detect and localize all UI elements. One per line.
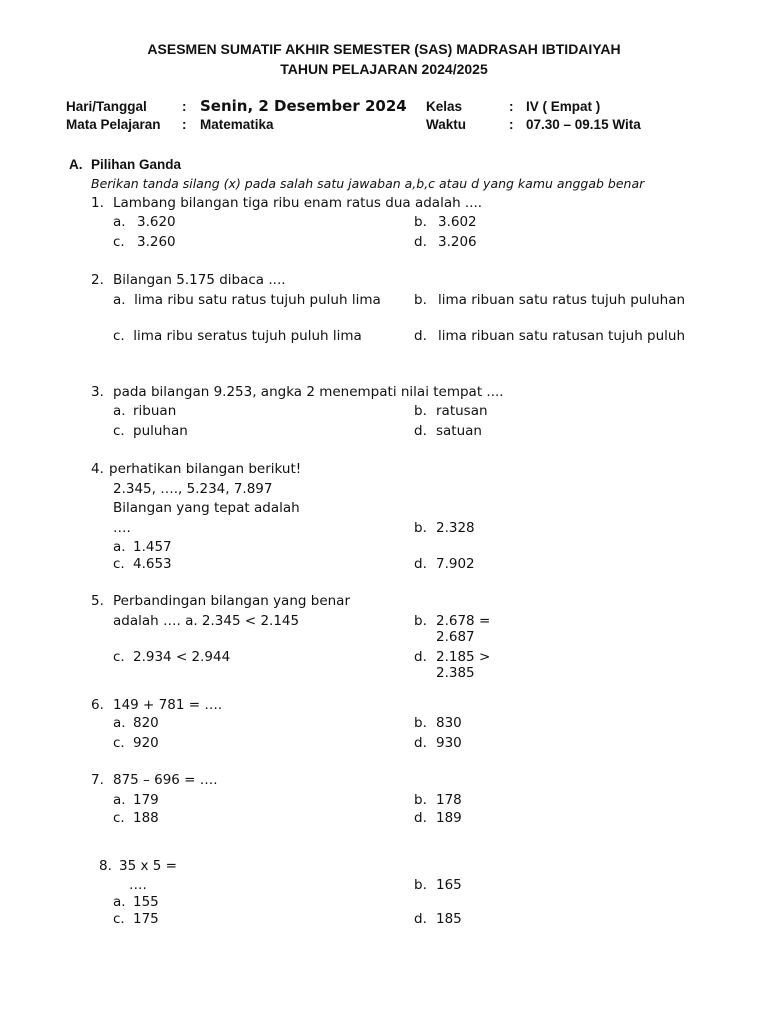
option-c-letter: c.: [113, 735, 125, 751]
question-number: 2.: [91, 272, 104, 288]
option-c-letter: c.: [113, 423, 125, 439]
option-a[interactable]: ribuan: [133, 403, 177, 419]
question-text: perhatikan bilangan berikut!: [109, 461, 302, 477]
option-d[interactable]: 189: [436, 810, 462, 826]
question-ellipsis: ….: [129, 877, 147, 893]
option-c[interactable]: puluhan: [133, 423, 188, 439]
option-b[interactable]: 2.328: [436, 520, 475, 536]
subject-label: Mata Pelajaran: [66, 117, 161, 132]
option-d[interactable]: 2.185 > 2.385: [436, 649, 491, 681]
option-d[interactable]: lima ribuan satu ratusan tujuh puluh: [438, 328, 686, 344]
option-c[interactable]: 4.653: [133, 556, 172, 572]
time-value: 07.30 – 09.15 Wita: [526, 117, 641, 132]
question-sequence: 2.345, …., 5.234, 7.897: [113, 481, 273, 497]
option-d-letter: d.: [414, 810, 427, 826]
option-c[interactable]: 188: [133, 810, 159, 826]
option-c[interactable]: c. lima ribu seratus tujuh puluh lima: [113, 328, 362, 344]
option-a-letter: a.: [113, 539, 126, 555]
option-b-letter: b.: [414, 613, 427, 629]
option-c[interactable]: 2.934 < 2.944: [133, 649, 231, 665]
option-c[interactable]: 175: [133, 911, 159, 927]
option-a-letter: a.: [113, 403, 126, 419]
option-a-letter: a.: [113, 792, 126, 808]
question-number: 5.: [91, 593, 104, 609]
question-number: 3.: [91, 384, 104, 400]
option-a-text: lima ribu satu ratus tujuh puluh lima: [134, 292, 381, 308]
question-text: pada bilangan 9.253, angka 2 menempati nilai tempat ....: [113, 384, 504, 400]
option-c-letter: c.: [113, 810, 125, 826]
option-b[interactable]: 830: [436, 715, 462, 731]
class-label: Kelas: [426, 99, 463, 114]
option-d-letter: d.: [414, 649, 427, 665]
option-b-letter: b.: [414, 792, 427, 808]
option-b[interactable]: lima ribuan satu ratus tujuh puluhan: [438, 292, 686, 308]
option-d-letter: d.: [414, 911, 427, 927]
class-colon: :: [509, 99, 514, 114]
option-c-letter: c.: [113, 649, 125, 665]
day-colon: :: [182, 99, 187, 114]
subject-colon: :: [182, 117, 187, 132]
option-d-letter: d.: [414, 735, 427, 751]
option-a[interactable]: 155: [133, 894, 159, 910]
option-b-letter: b.: [414, 877, 427, 893]
option-d[interactable]: satuan: [436, 423, 482, 439]
option-a[interactable]: 179: [133, 792, 159, 808]
option-c-text: lima ribu seratus tujuh puluh lima: [133, 328, 362, 344]
option-b-letter: b.: [414, 403, 427, 419]
option-b[interactable]: 2.678 = 2.687: [436, 613, 491, 645]
option-b-letter: b.: [414, 292, 427, 308]
option-a-letter: a.: [113, 715, 126, 731]
option-a[interactable]: 3.620: [137, 214, 176, 230]
question-text: Bilangan 5.175 dibaca ....: [113, 272, 286, 288]
subject-value: Matematika: [200, 117, 274, 132]
option-a[interactable]: 1.457: [133, 539, 172, 555]
option-a[interactable]: a. lima ribu satu ratus tujuh puluh lima: [113, 292, 381, 308]
option-d-letter: d.: [414, 556, 427, 572]
question-number: 6.: [91, 697, 104, 713]
question-text: 35 x 5 =: [119, 858, 177, 874]
question-text: 149 + 781 = ….: [113, 697, 223, 713]
question-ellipsis: ….: [113, 520, 131, 536]
question-text: Perbandingan bilangan yang benar: [113, 593, 351, 609]
question-prompt: Bilangan yang tepat adalah: [113, 500, 300, 516]
option-d-letter: d.: [414, 234, 427, 250]
option-b[interactable]: 178: [436, 792, 462, 808]
academic-year: TAHUN PELAJARAN 2024/2025: [280, 61, 488, 77]
question-text: 875 – 696 = ….: [113, 772, 218, 788]
option-b-letter: b.: [414, 715, 427, 731]
option-b-letter: b.: [414, 520, 427, 536]
section-title: Pilihan Ganda: [91, 157, 182, 172]
time-label: Waktu: [426, 117, 466, 132]
option-b[interactable]: 3.602: [438, 214, 477, 230]
option-d-letter: d.: [414, 328, 427, 344]
section-marker: A.: [69, 157, 83, 172]
question-number: 1.: [91, 195, 104, 211]
option-b[interactable]: 165: [436, 877, 462, 893]
option-c-letter: c.: [113, 234, 125, 250]
day-value: Senin, 2 Desember 2024: [200, 97, 407, 115]
option-c[interactable]: 3.260: [137, 234, 176, 250]
time-colon: :: [509, 117, 514, 132]
class-value: IV ( Empat ): [526, 99, 601, 114]
exam-title: ASESMEN SUMATIF AKHIR SEMESTER (SAS) MADRASAH IBTIDAIYAH: [147, 41, 621, 57]
option-c[interactable]: 920: [133, 735, 159, 751]
option-d[interactable]: 930: [436, 735, 462, 751]
option-d[interactable]: 185: [436, 911, 462, 927]
option-d[interactable]: 7.902: [436, 556, 475, 572]
day-label: Hari/Tanggal: [66, 99, 147, 114]
question-number: 8.: [99, 858, 112, 874]
question-text-option-a[interactable]: adalah …. a. 2.345 < 2.145: [113, 613, 300, 629]
option-a-letter: a.: [113, 894, 126, 910]
option-d-letter: d.: [414, 423, 427, 439]
option-c-letter: c.: [113, 911, 125, 927]
section-instruction: Berikan tanda silang (x) pada salah satu jawaban a,b,c atau d yang kamu anggab benar: [91, 176, 645, 191]
question-text: Lambang bilangan tiga ribu enam ratus dua adalah ....: [113, 195, 483, 211]
question-number: 4.: [91, 461, 104, 477]
option-d[interactable]: 3.206: [438, 234, 477, 250]
option-a[interactable]: 820: [133, 715, 159, 731]
option-b[interactable]: ratusan: [436, 403, 488, 419]
option-b-letter: b.: [414, 214, 427, 230]
question-number: 7.: [91, 772, 104, 788]
option-c-letter: c.: [113, 556, 125, 572]
option-a-letter: a.: [113, 214, 126, 230]
